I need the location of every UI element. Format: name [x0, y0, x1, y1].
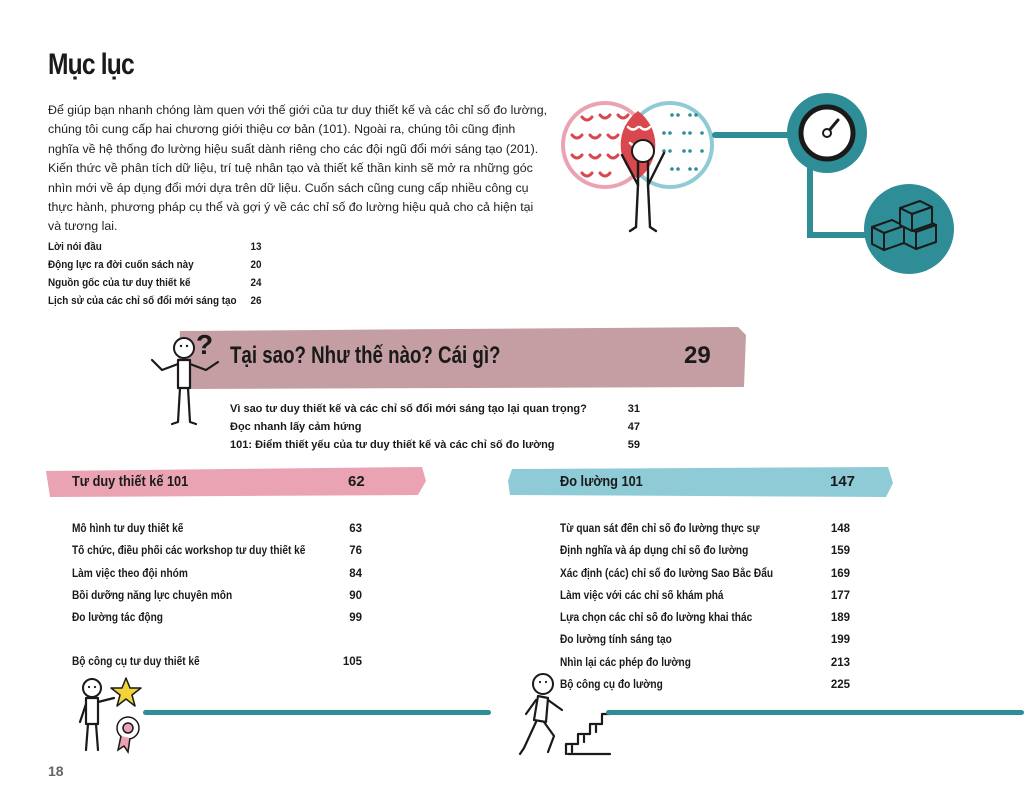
design-section-heading[interactable]: Tư duy thiết kế 101	[72, 473, 189, 490]
toc-entry[interactable]: Bồi dưỡng năng lực chuyên môn 90	[72, 589, 362, 602]
toc-entry[interactable]: Làm việc với các chỉ số khám phá 177	[560, 589, 850, 602]
toc-entry[interactable]: Lựa chọn các chỉ số đo lường khai thác 189	[560, 612, 850, 625]
svg-text:?: ?	[196, 329, 214, 360]
why-section-list	[230, 400, 640, 454]
page-title: Mục lục	[48, 48, 134, 81]
star-person-icon	[72, 676, 152, 756]
design-divider-line	[143, 710, 491, 715]
measure-divider-line	[606, 710, 1024, 715]
toc-entry[interactable]: 101: Điểm thiết yếu của tư duy thiết kế và các chỉ số đo lường 59	[230, 439, 640, 451]
toc-entry[interactable]: Bộ công cụ đo lường 225	[560, 679, 850, 692]
toc-entry[interactable]: Vì sao tư duy thiết kế và các chỉ số đổi mới sáng tạo lại quan trọng? 31	[230, 403, 640, 415]
gauge-icon	[782, 88, 872, 178]
toc-entry[interactable]: Tổ chức, điều phối các workshop tư duy thiết kế 76	[72, 545, 362, 558]
measure-section-heading[interactable]: Đo lường 101	[560, 473, 643, 490]
toc-entry[interactable]: Mô hình tư duy thiết kế 63	[72, 523, 362, 535]
toc-entry[interactable]: Định nghĩa và áp dụng chỉ số đo lường 159	[560, 545, 850, 558]
question-person-icon	[148, 326, 228, 426]
toc-entry[interactable]: Đo lường tác động 99	[72, 612, 362, 625]
toc-entry[interactable]: Nguồn gốc của tư duy thiết kế 24	[48, 277, 262, 289]
toc-entry[interactable]: Lịch sử của các chỉ số đổi mới sáng tạo 26	[48, 295, 262, 307]
toc-entry[interactable]: Nhìn lại các phép đo lường 213	[560, 656, 850, 669]
venn-person-icon	[560, 85, 730, 235]
page-number: 18	[48, 763, 64, 779]
measure-section-page: 147	[830, 473, 856, 490]
stairs-person-icon	[518, 670, 613, 760]
toc-entry-toolkit[interactable]: Bộ công cụ tư duy thiết kế 105	[72, 656, 362, 669]
blocks-icon	[862, 182, 957, 277]
front-matter-list	[48, 238, 288, 310]
why-section-page: 29	[684, 342, 711, 369]
design-section-page: 62	[348, 473, 365, 490]
design-section-list	[72, 518, 362, 674]
toc-entry[interactable]: Động lực ra đời cuốn sách này 20	[48, 259, 262, 271]
toc-entry[interactable]: Đo lường tính sáng tạo 199	[560, 634, 850, 647]
intro-paragraph: Để giúp bạn nhanh chóng làm quen với thế giới của tư duy thiết kế và các chỉ số đo lường, chúng tôi cung cấp hai chương giới thiệu cơ bản (101). Ngoài ra, chúng tôi cũng định nghĩa về hệ thống đo lường hiệu suất dành riêng cho các đội ngũ đổi mới sáng tạo (201). Kiến thức về phân tích dữ liệu, trí tuệ nhân tạo và thiết kế thần kinh sẽ mở ra những góc nhìn mới về áp dụng đổi mới dựa trên dữ liệu. Cuốn sách cũng cung cấp nhiều công cụ thực hành, phương pháp cụ thể và gợi ý về các chỉ số đo lường hiệu quả cho cả hiện tại và tương lai.	[48, 103, 548, 234]
toc-entry[interactable]: Làm việc theo đội nhóm 84	[72, 567, 362, 580]
toc-entry[interactable]: Đọc nhanh lấy cảm hứng 47	[230, 421, 640, 433]
toc-entry[interactable]: Xác định (các) chỉ số đo lường Sao Bắc Đẩu 169	[560, 567, 850, 580]
toc-entry[interactable]: Từ quan sát đến chỉ số đo lường thực sự 148	[560, 523, 850, 535]
why-section-heading[interactable]: Tại sao? Như thế nào? Cái gì?	[230, 342, 501, 369]
toc-entry[interactable]: Lời nói đầu 13	[48, 241, 262, 253]
